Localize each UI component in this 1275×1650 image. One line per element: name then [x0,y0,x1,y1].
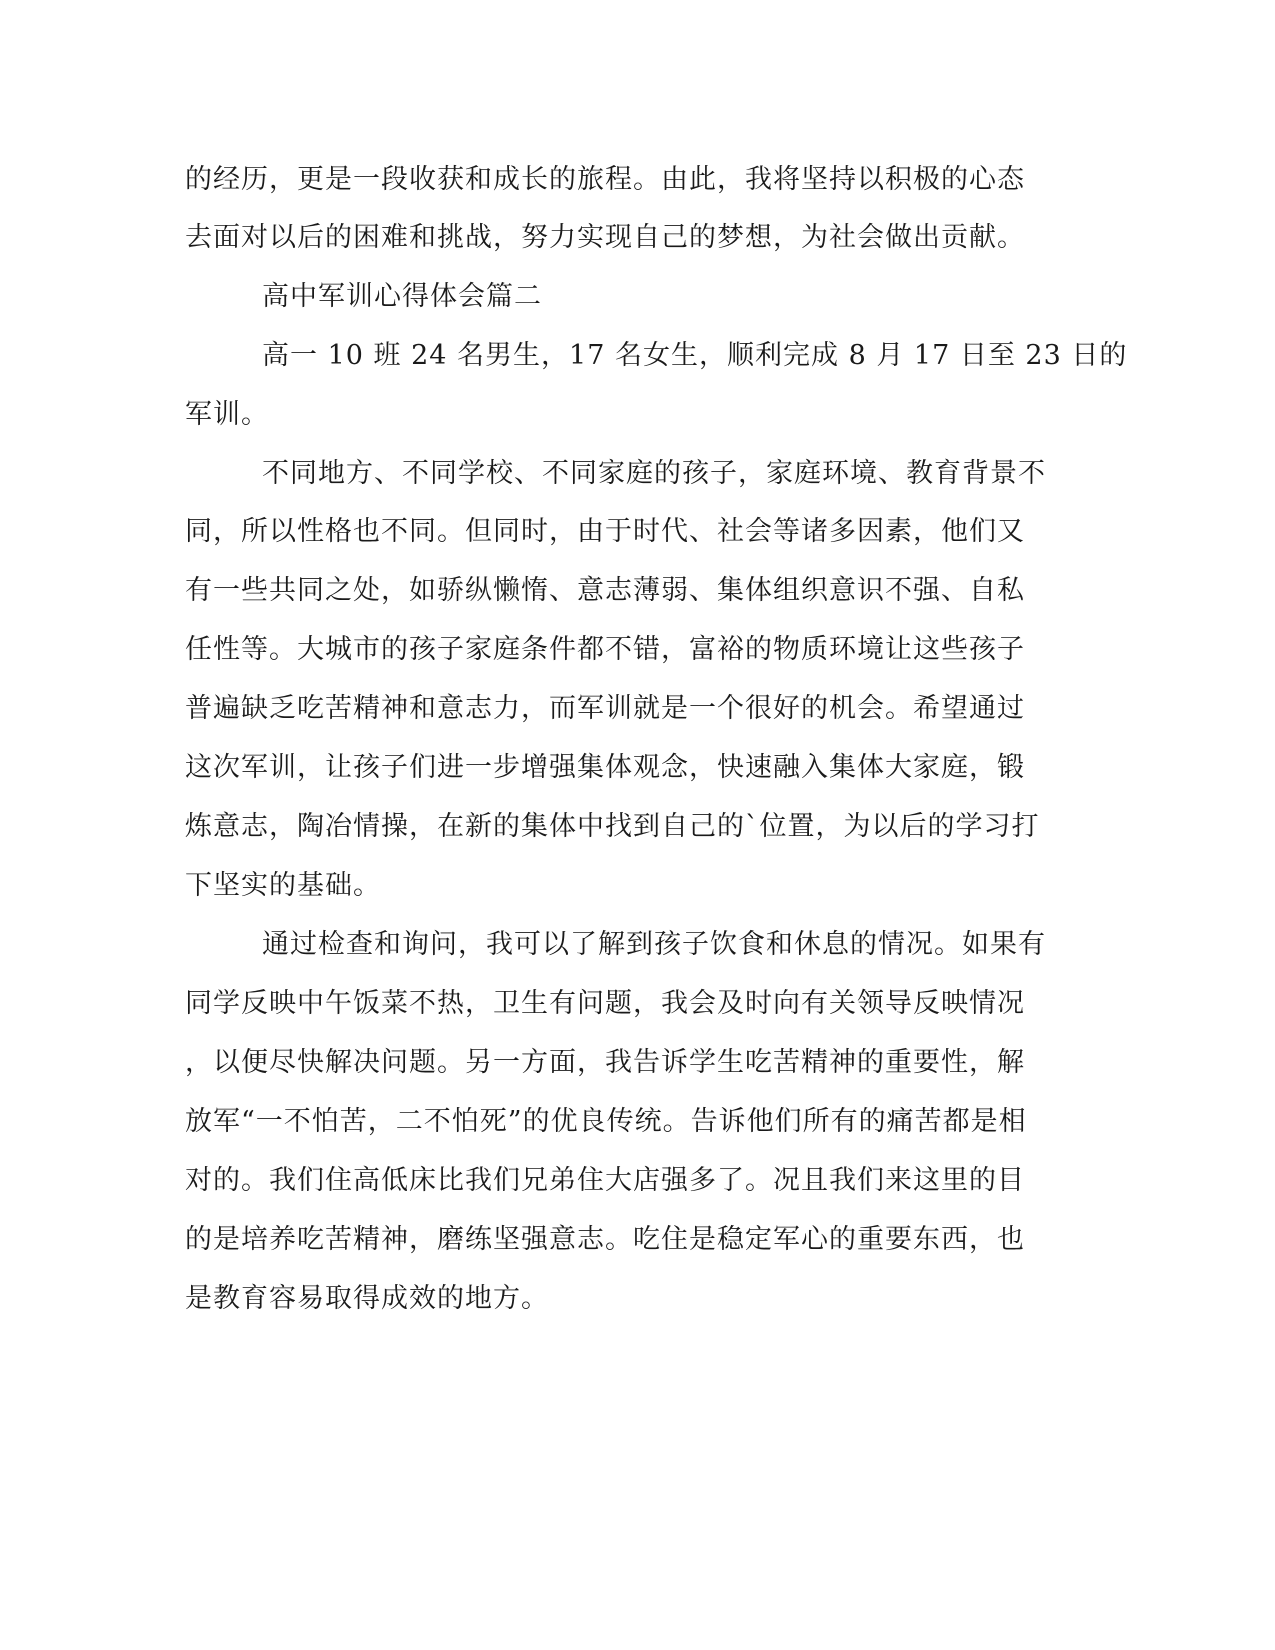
text-line: 炼意志，陶冶情操，在新的集体中找到自己的`位置，为以后的学习打 [185,811,1040,842]
text-line: 同，所以性格也不同。但同时，由于时代、社会等诸多因素，他们又 [185,516,1025,547]
text-line: 对的。我们住高低床比我们兄弟住大店强多了。况且我们来这里的目 [185,1165,1025,1196]
text-line: 任性等。大城市的孩子家庭条件都不错，富裕的物质环境让这些孩子 [185,634,1025,665]
text-line: 军训。 [185,399,269,430]
section-heading: 高中军训心得体会篇二 [262,281,542,312]
text-line: 同学反映中午饭菜不热，卫生有问题，我会及时向有关领导反映情况 [185,988,1025,1019]
paragraph-first-line: 通过检查和询问，我可以了解到孩子饮食和休息的情况。如果有 [262,929,1046,960]
text-line: 普遍缺乏吃苦精神和意志力，而军训就是一个很好的机会。希望通过 [185,693,1025,724]
paragraph-first-line: 高一 10 班 24 名男生，17 名女生，顺利完成 8 月 17 日至 23 日的 [262,340,1128,371]
text-line: 去面对以后的困难和挑战，努力实现自己的梦想，为社会做出贡献。 [185,222,1025,253]
text-line: 下坚实的基础。 [185,870,381,901]
text-line: 放军“一不怕苦，二不怕死”的优良传统。告诉他们所有的痛苦都是相 [185,1106,1027,1137]
text-line: 的经历，更是一段收获和成长的旅程。由此，我将坚持以积极的心态 [185,164,1025,195]
text-line: ，以便尽快解决问题。另一方面，我告诉学生吃苦精神的重要性，解 [185,1047,1025,1078]
text-line: 是教育容易取得成效的地方。 [185,1283,549,1314]
text-line: 的是培养吃苦精神，磨练坚强意志。吃住是稳定军心的重要东西，也 [185,1224,1025,1255]
paragraph-first-line: 不同地方、不同学校、不同家庭的孩子，家庭环境、教育背景不 [262,458,1046,489]
text-line: 这次军训，让孩子们进一步增强集体观念，快速融入集体大家庭，锻 [185,752,1025,783]
text-line: 有一些共同之处，如骄纵懒惰、意志薄弱、集体组织意识不强、自私 [185,575,1025,606]
